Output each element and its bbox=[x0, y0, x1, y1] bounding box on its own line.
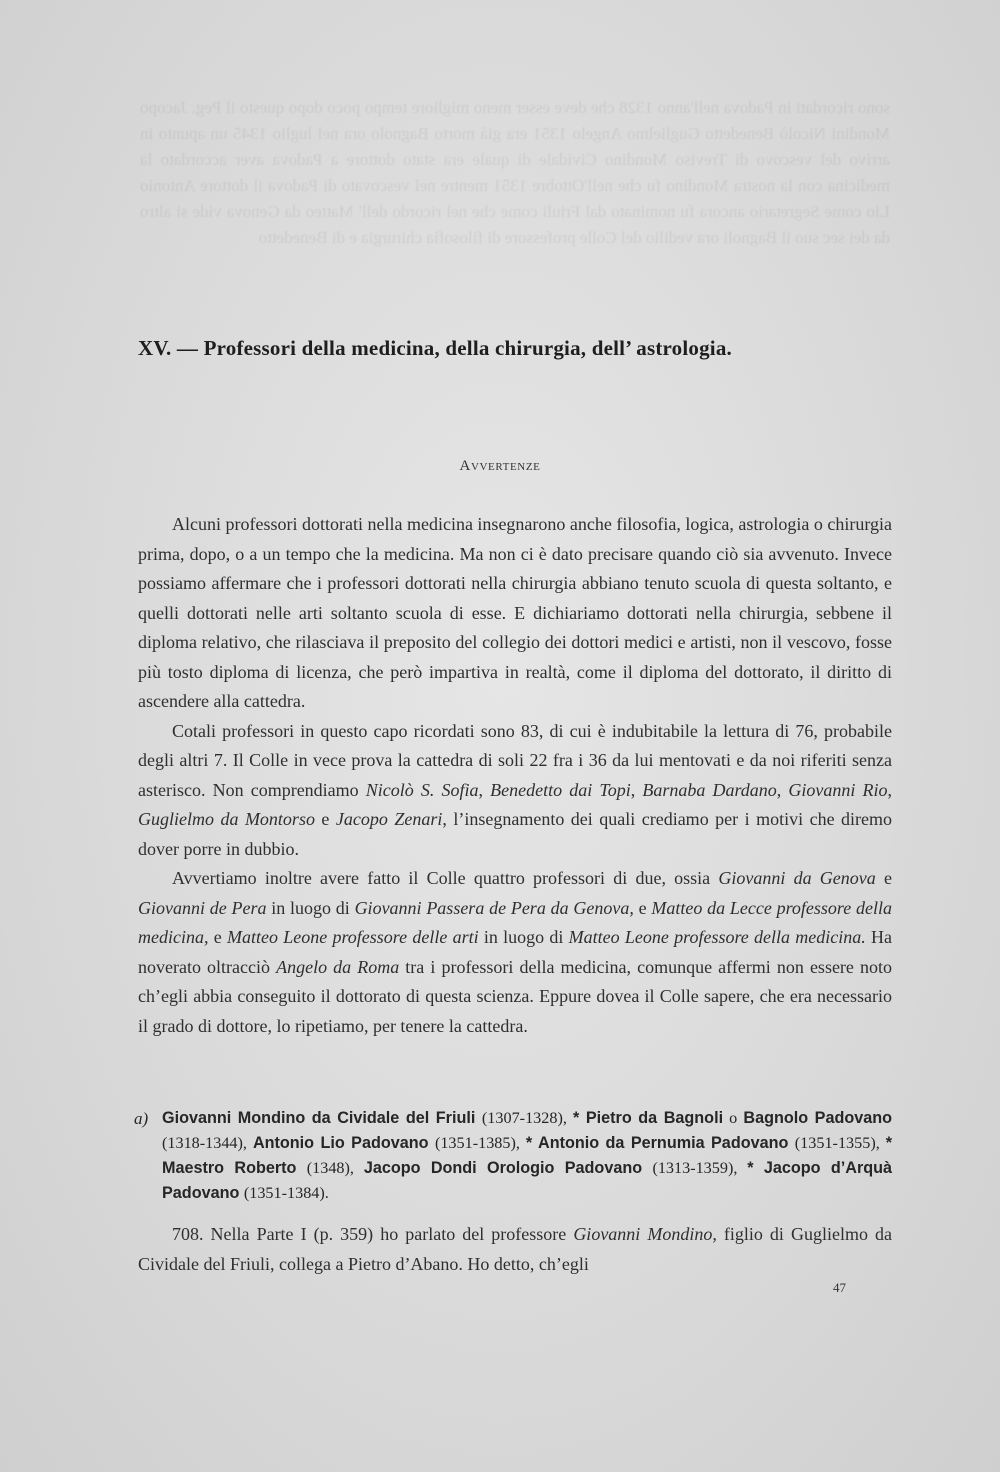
paragraph-1: Alcuni professori dottorati nella medicina insegnarono anche filosofia, logica, astrologia o chirurgia prima, dopo, o a un tempo che la medicina. Ma non ci è dato precisare quando ciò sia avvenuto. Invece possiamo affermare che i professori dottorati nella chirurgia abbiano tenuto scuola di questa soltanto, e quelli dottorati nelle arti soltanto scuola di esse. E dichiariamo dottorati nella chirurgia, sebbene il diploma relativo, che rilasciava il preposito del collegio dei dottori medici e artisti, non il vescovo, fosse più tosto diploma di licenza, che però impartiva in realtà, come il diploma del dottorato, il diritto di ascendere alla cattedra. bbox=[138, 514, 892, 711]
list-marker: a) bbox=[134, 1109, 149, 1128]
list-item: Giovanni Mondino da Cividale del Friuli (1307-1328), bbox=[162, 1109, 573, 1127]
page-number: 47 bbox=[833, 1280, 846, 1295]
list-item: Antonio Lio Padovano (1351-1385), bbox=[252, 1134, 526, 1152]
list-item: * Antonio da Pernumia Padovano (1351-1355), bbox=[525, 1134, 886, 1152]
paragraph-3: Avvertiamo inoltre avere fatto il Colle quattro professori di due, ossia Giovanni da Genova e Giovanni de Pera in luogo di Giovanni Passera de Pera da Genova, e Matteo da Lecce professore della medicina, e Matteo Leone professore delle arti in luogo di Matteo Leone professore della medicina. Ha noverato oltracciò Angelo da Roma tra i professori della medicina, comunque affermi non essere noto ch’egli abbia conseguito il dottorato di questa scienza. Eppure dovea il Colle sapere, che era necessario il grado di dottore, lo ripetiamo, per tenere la cattedra. bbox=[138, 868, 893, 1036]
section-heading: Avvertenze bbox=[459, 458, 541, 474]
bleed-through-text: sono ricordati in Padova nell'anno 1328 che deve esser meno migliore tempo poco dopo questo il Peg. Jacopo Mondini Nicolò Benedetto Guglielmo Angelo 1351 era già morto Bagnolo ora nel luglio 1345 un apunto in arrivo del vescovo di Treviso Mondino Cividale di quale era stato dottore a Padova aver accordato la medicina con la nostra Mondino fu che nell'Ottobre 1351 mentre nel vescovato di Padova il dottore Antonio Lio come Segretario ancora fu nominato dal Friuli come che nel ricordo dell' Matteo da Genova vide si altro da dei sec suo il Bagnoli ora vedilio del Colle professore di filosofia chirurgia e di Benedetto bbox=[140, 98, 890, 247]
list-item: * Jacopo d’Arquà Padovano (1351-1384). bbox=[162, 1159, 893, 1202]
list-entries bbox=[162, 1106, 892, 1206]
body-text bbox=[138, 510, 892, 1041]
paragraph-2: Cotali professori in questo capo ricordati sono 83, di cui è indubitabile la lettura di 76, probabile degli altri 7. Il Colle in vece prova la cattedra di soli 22 fra i 36 da lui mentovati e da noi riferiti senza asterisco. Non comprendiamo Nicolò S. Sofia, Benedetto dai Topi, Barnaba Dardano, Giovanni Rio, Guglielmo da Montorso e Jacopo Zenari, l’insegnamento dei quali crediamo per i motivi che diremo dover porre in dubbio. bbox=[138, 720, 893, 859]
list-item: Bagnolo Padovano (1318-1344), bbox=[162, 1109, 893, 1152]
paragraph-708: 708. Nella Parte I (p. 359) ho parlato del professore Giovanni Mondino, figlio di Guglielmo da Cividale del Friuli, collega a Pietro d’Abano. Ho detto, ch’egli bbox=[138, 1224, 892, 1274]
chapter-title: XV. — Professori della medicina, della chirurgia, dell’ astrologia. bbox=[138, 336, 732, 360]
list-item: * Maestro Roberto (1348), bbox=[162, 1134, 893, 1177]
professor-list-a bbox=[134, 1106, 892, 1206]
list-item: Jacopo Dondi Orologio Padovano (1313-1359), bbox=[363, 1159, 748, 1177]
list-item: * Pietro da Bagnoli o bbox=[573, 1109, 744, 1127]
